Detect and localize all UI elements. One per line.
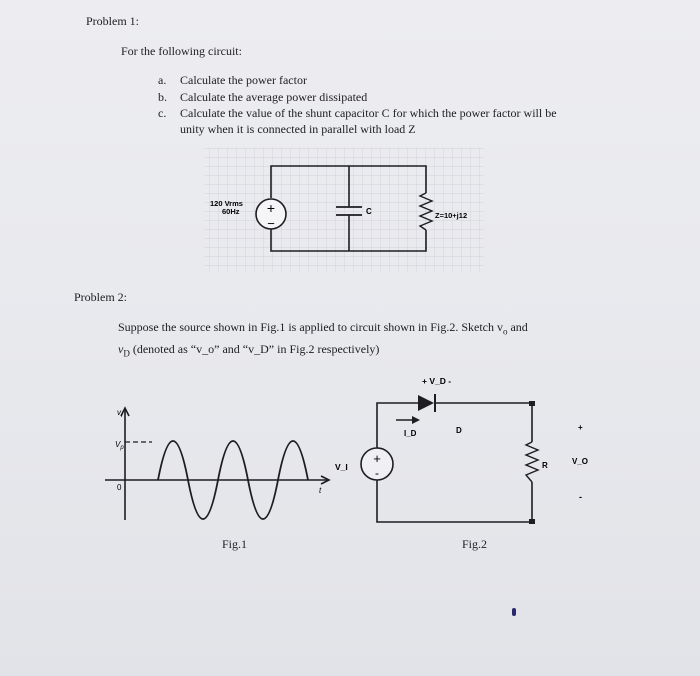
capacitor-label: C [366,207,372,216]
ink-dot [512,608,516,616]
terminal-bottom [529,519,535,524]
fig2-source-plus: + [373,451,381,466]
item-b-text: Calculate the average power dissipated [180,90,368,104]
fig2-caption: Fig.2 [462,537,488,551]
fig2-r-label: R [542,461,548,470]
fig2-diode-circuit [320,370,600,530]
fig2-vi-label: V_I [335,462,348,472]
fig1-y-label: $v_I$ [117,408,123,419]
vd-subscript: D [123,348,130,359]
item-a-marker: a. [158,73,167,87]
current-arrow [396,416,420,424]
problem2-title: Problem 2: [74,290,127,304]
item-b-marker: b. [158,90,167,104]
fig2-vo-label: V_O [572,457,589,466]
problem2-line1-text: Suppose the source shown in Fig.1 is applied to circuit shown in Fig.2. Sketch v [118,320,503,334]
source-minus: − [267,216,275,231]
fig2-vo-plus: + [578,423,583,432]
source-voltage-label: 120 Vrms [210,199,243,208]
terminal-top [529,401,535,406]
fig1-sine-waveform [100,400,340,530]
fig2-vd-label: + V_D - [422,376,452,386]
fig2-vo-minus: - [579,492,582,502]
problem1-circuit [200,148,490,276]
vd-symbol: v [118,342,124,356]
item-a-text: Calculate the power factor [180,73,307,87]
fig2-id-label: I_D [404,429,417,438]
fig1-vp-label: $V_p$ [115,440,124,451]
problem2-line1-end: and [507,320,528,334]
problem2-line2-text: (denoted as “v_o” and “v_D” in Fig.2 respectively) [129,342,380,356]
fig1-t-label: t [319,486,322,495]
item-c-text: Calculate the value of the shunt capacitor C for which the power factor will be [180,106,557,120]
diode-triangle [418,395,434,411]
item-c-continued: unity when it is connected in parallel with load Z [180,122,416,136]
fig2-resistor-symbol [526,442,538,482]
vo-subscript: o [502,326,508,337]
problem2-line2 [118,342,379,358]
fig2-source-minus: - [375,466,379,480]
source-plus: + [266,200,276,216]
problem1-intro: For the following circuit: [121,44,242,58]
fig2-diode-label: D [456,426,462,435]
item-c-marker: c. [158,106,167,120]
fig1-caption: Fig.1 [222,537,248,551]
problem2-line1 [118,320,528,336]
load-impedance-label: Z=10+j12 [435,211,468,220]
fig1-origin-label: 0 [117,483,122,492]
source-frequency-label: 60Hz [222,207,240,216]
fig2-wires [377,403,532,522]
problem1-title: Problem 1: [86,14,139,28]
